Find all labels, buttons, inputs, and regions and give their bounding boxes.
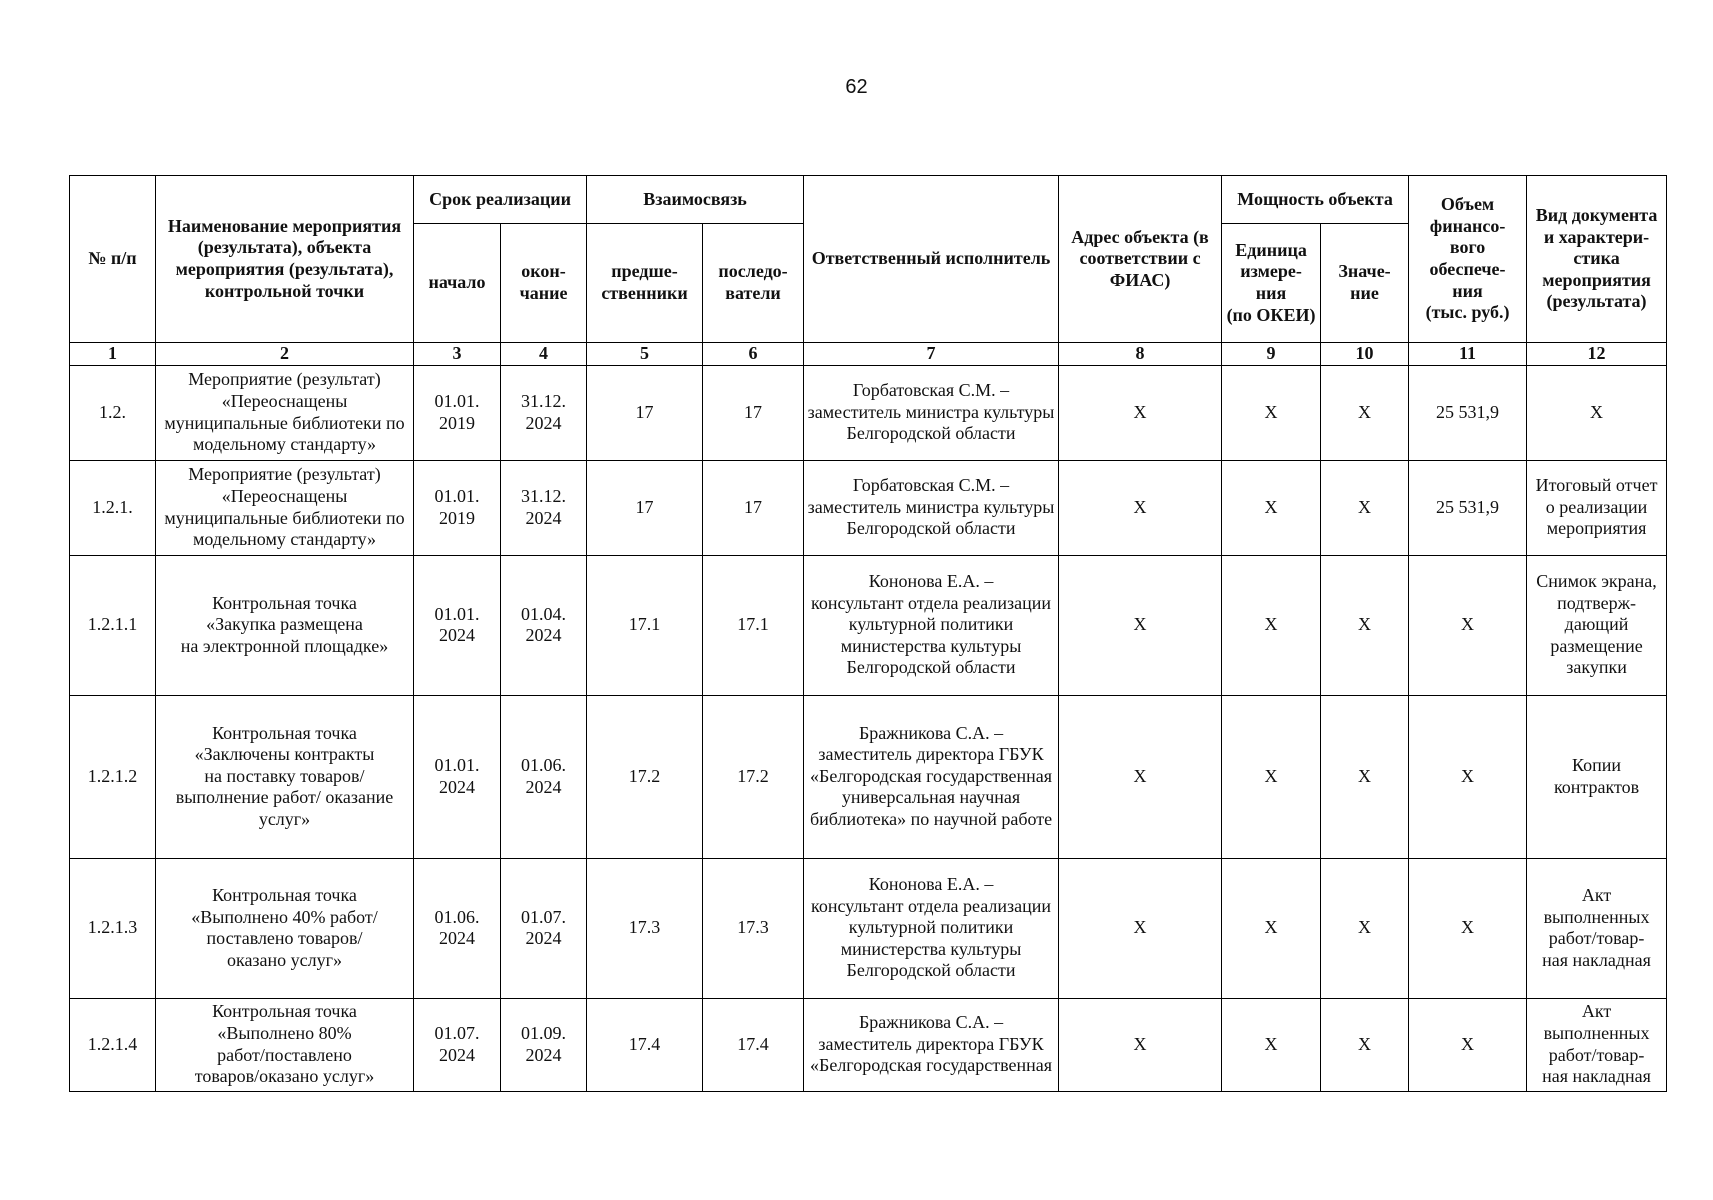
column-number: 4 <box>501 343 587 366</box>
cell-end: 01.04. 2024 <box>501 555 587 695</box>
cell-unit: X <box>1222 555 1321 695</box>
cell-name: Контрольная точка «Выполнено 80% работ/поставлено товаров/оказано услуг» <box>156 998 414 1091</box>
header-end: окон- чание <box>501 224 587 343</box>
cell-funding: 25 531,9 <box>1409 460 1527 555</box>
header-start: начало <box>414 224 501 343</box>
table-header <box>70 176 1667 366</box>
header-period: Срок реализации <box>414 176 587 224</box>
cell-address: X <box>1059 555 1222 695</box>
cell-unit: X <box>1222 365 1321 460</box>
column-number-row <box>70 343 1667 366</box>
cell-funding: X <box>1409 998 1527 1091</box>
cell-predecessors: 17 <box>587 460 703 555</box>
header-funding: Объем финансо- вого обеспече- ния (тыс. руб.) <box>1409 176 1527 343</box>
cell-end: 01.07. 2024 <box>501 858 587 998</box>
header-link: Взаимосвязь <box>587 176 804 224</box>
header-unit: Единица измере- ния (по ОКЕИ) <box>1222 224 1321 343</box>
cell-responsible: Горбатовская С.М. – заместитель министра культуры Белгородской области <box>804 365 1059 460</box>
header-address: Адрес объекта (в соответствии с ФИАС) <box>1059 176 1222 343</box>
cell-successors: 17.1 <box>703 555 804 695</box>
table-row <box>70 695 1667 858</box>
cell-predecessors: 17.1 <box>587 555 703 695</box>
cell-name: Контрольная точка «Заключены контракты на поставку товаров/ выполнение работ/ оказание услуг» <box>156 695 414 858</box>
header-successors: последо- ватели <box>703 224 804 343</box>
table-row <box>70 460 1667 555</box>
column-number: 9 <box>1222 343 1321 366</box>
header-capacity: Мощность объекта <box>1222 176 1409 224</box>
header-value: Значе- ние <box>1321 224 1409 343</box>
column-number: 1 <box>70 343 156 366</box>
cell-funding: X <box>1409 858 1527 998</box>
cell-successors: 17.2 <box>703 695 804 858</box>
cell-start: 01.07. 2024 <box>414 998 501 1091</box>
cell-start: 01.01. 2019 <box>414 460 501 555</box>
cell-doc: X <box>1527 365 1667 460</box>
cell-unit: X <box>1222 998 1321 1091</box>
cell-funding: X <box>1409 695 1527 858</box>
table-body <box>70 365 1667 1091</box>
cell-value: X <box>1321 460 1409 555</box>
header-name: Наименование мероприятия (результата), объекта мероприятия (результата), контрольной точки <box>156 176 414 343</box>
cell-unit: X <box>1222 858 1321 998</box>
cell-start: 01.06. 2024 <box>414 858 501 998</box>
cell-responsible: Бражникова С.А. – заместитель директора ГБУК «Белгородская государственная <box>804 998 1059 1091</box>
cell-successors: 17 <box>703 365 804 460</box>
cell-num: 1.2.1.3 <box>70 858 156 998</box>
cell-name: Контрольная точка «Выполнено 40% работ/ поставлено товаров/ оказано услуг» <box>156 858 414 998</box>
table-row <box>70 555 1667 695</box>
cell-value: X <box>1321 365 1409 460</box>
header-num: № п/п <box>70 176 156 343</box>
cell-value: X <box>1321 555 1409 695</box>
cell-name: Контрольная точка «Закупка размещена на электронной площадке» <box>156 555 414 695</box>
cell-address: X <box>1059 858 1222 998</box>
table-row <box>70 998 1667 1091</box>
cell-successors: 17 <box>703 460 804 555</box>
cell-funding: 25 531,9 <box>1409 365 1527 460</box>
column-number: 8 <box>1059 343 1222 366</box>
cell-num: 1.2. <box>70 365 156 460</box>
column-number: 10 <box>1321 343 1409 366</box>
cell-doc: Снимок экрана, подтверж- дающий размещение закупки <box>1527 555 1667 695</box>
cell-doc: Акт выполненных работ/товар- ная накладная <box>1527 858 1667 998</box>
cell-value: X <box>1321 858 1409 998</box>
page-number: 62 <box>845 76 868 98</box>
cell-unit: X <box>1222 460 1321 555</box>
cell-end: 31.12. 2024 <box>501 365 587 460</box>
table-row <box>70 858 1667 998</box>
cell-num: 1.2.1.2 <box>70 695 156 858</box>
column-number: 7 <box>804 343 1059 366</box>
cell-name: Мероприятие (результат) «Переоснащены муниципальные библиотеки по модельному стандарту» <box>156 460 414 555</box>
column-number: 11 <box>1409 343 1527 366</box>
cell-start: 01.01. 2019 <box>414 365 501 460</box>
cell-end: 31.12. 2024 <box>501 460 587 555</box>
column-number: 3 <box>414 343 501 366</box>
cell-address: X <box>1059 695 1222 858</box>
table-row <box>70 365 1667 460</box>
column-number: 5 <box>587 343 703 366</box>
cell-doc: Копии контрактов <box>1527 695 1667 858</box>
cell-value: X <box>1321 695 1409 858</box>
cell-funding: X <box>1409 555 1527 695</box>
column-number: 12 <box>1527 343 1667 366</box>
cell-doc: Акт выполненных работ/товар- ная накладная <box>1527 998 1667 1091</box>
header-responsible: Ответственный исполнитель <box>804 176 1059 343</box>
cell-start: 01.01. 2024 <box>414 695 501 858</box>
cell-predecessors: 17.4 <box>587 998 703 1091</box>
cell-num: 1.2.1.4 <box>70 998 156 1091</box>
cell-responsible: Горбатовская С.М. – заместитель министра культуры Белгородской области <box>804 460 1059 555</box>
cell-responsible: Кононова Е.А. – консультант отдела реализации культурной политики министерства культуры Белгородской области <box>804 858 1059 998</box>
column-number: 2 <box>156 343 414 366</box>
cell-responsible: Бражникова С.А. – заместитель директора ГБУК «Белгородская государственная универсальная научная библиотека» по научной работе <box>804 695 1059 858</box>
cell-predecessors: 17.2 <box>587 695 703 858</box>
cell-successors: 17.4 <box>703 998 804 1091</box>
cell-predecessors: 17.3 <box>587 858 703 998</box>
cell-name: Мероприятие (результат) «Переоснащены муниципальные библиотеки по модельному стандарту» <box>156 365 414 460</box>
cell-start: 01.01. 2024 <box>414 555 501 695</box>
cell-address: X <box>1059 365 1222 460</box>
column-number: 6 <box>703 343 804 366</box>
cell-end: 01.06. 2024 <box>501 695 587 858</box>
cell-value: X <box>1321 998 1409 1091</box>
cell-end: 01.09. 2024 <box>501 998 587 1091</box>
implementation-plan-table <box>69 175 1667 1092</box>
cell-doc: Итоговый отчет о реализации мероприятия <box>1527 460 1667 555</box>
header-predecessors: предше- ственники <box>587 224 703 343</box>
cell-successors: 17.3 <box>703 858 804 998</box>
cell-address: X <box>1059 460 1222 555</box>
cell-address: X <box>1059 998 1222 1091</box>
cell-responsible: Кононова Е.А. – консультант отдела реализации культурной политики министерства культуры Белгородской области <box>804 555 1059 695</box>
cell-num: 1.2.1. <box>70 460 156 555</box>
cell-unit: X <box>1222 695 1321 858</box>
cell-num: 1.2.1.1 <box>70 555 156 695</box>
cell-predecessors: 17 <box>587 365 703 460</box>
header-doc-type: Вид документа и характери- стика мероприятия (результата) <box>1527 176 1667 343</box>
